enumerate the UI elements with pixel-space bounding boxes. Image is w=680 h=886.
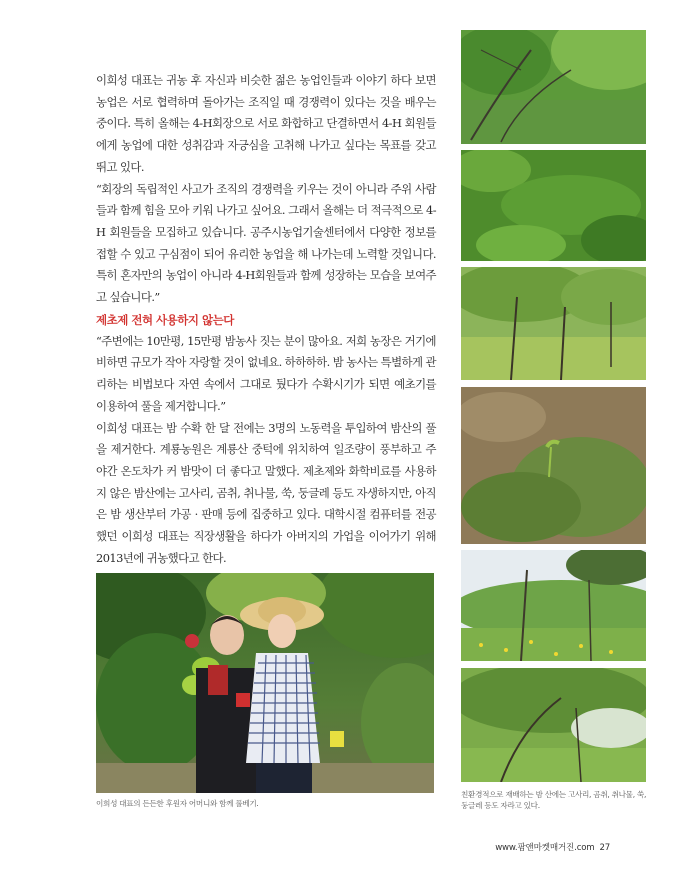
main-photo-caption: 이희성 대표의 든든한 후원자 어머니와 함께 풀베기. (96, 799, 259, 808)
page-number: 27 (599, 843, 610, 853)
side-photo-5 (461, 550, 646, 661)
body-paragraph-2: “회장의 독립적인 사고가 조직의 경쟁력을 키우는 것이 아니라 주위 사람들과 함께 힘을 모아 키워 나가고 싶어요. 그래서 올해는 더 적극적으로 4-H 회원들을 모집하고 있습니다. 공주시농업기술센터에서 다양한 정보를 접할 수 있고 구심점이 되어 유리한 농업을 해 나가는데 노력할 것입니다. 특히 혼자만의 농업이 아니라 4-H회원들과 함께 성장하는 모습을 보여주고 싶습니다.” (96, 181, 436, 305)
article-body (96, 70, 436, 569)
side-photo-2 (461, 150, 646, 261)
main-photo (96, 573, 434, 793)
side-photos-caption: 친환경적으로 재배하는 밤 산에는 고사리, 곰취, 취나물, 쑥, 둥글레 등도 자라고 있다. (461, 790, 647, 810)
body-paragraph-1: 이희성 대표는 귀농 후 자신과 비슷한 젊은 농업인들과 이야기 하다 보면 농업은 서로 협력하며 돌아가는 조직일 때 경쟁력이 있다는 것을 배우는 중이다. 특히 올해는 4-H회장으로 서로 화합하고 단결하면서 4-H 회원들에게 농업에 대한 성취감과 자긍심을 고취해 나가고 싶다는 목표를 갖고 뛰고 있다. (96, 73, 436, 174)
section-paragraph-1: “주변에는 10만평, 15만평 밤농사 짓는 분이 많아요. 저희 농장은 거기에 비하면 규모가 작아 자랑할 것이 없네요. 하하하하. 밤 농사는 특별하게 관리하는 비법보다 자연 속에서 그대로 뒀다가 수확시기가 되면 예초기를 이용하여 풀을 제거합니다.” (96, 333, 436, 413)
side-photo-1 (461, 30, 646, 144)
section-paragraph-2: 이희성 대표는 밤 수확 한 달 전에는 3명의 노동력을 투입하여 밤산의 풀을 제거한다. 계룡농원은 계룡산 중턱에 위치하여 일조량이 풍부하고 주야간 온도차가 커 밤맛이 더 좋다고 말했다. 제초제와 화학비료를 사용하지 않은 밤산에는 고사리, 곰취, 취나물, 쑥, 둥글레 등도 자생하지만, 아직은 밤 생산부터 가공 · 판매 등에 집중하고 있다. 대학시절 컴퓨터를 전공했던 이희성 대표는 직장생활을 하다가 아버지의 가업을 이어가기 위해 2013년에 귀농했다고 한다. (96, 420, 436, 565)
footer-website: www.팜앤마켓매거진.com (495, 843, 595, 853)
side-photo-3 (461, 267, 646, 380)
page-footer (495, 841, 610, 853)
side-photo-6 (461, 668, 646, 782)
section-heading: 제초제 전혀 사용하지 않는다 (96, 312, 234, 327)
side-photo-4 (461, 387, 646, 544)
